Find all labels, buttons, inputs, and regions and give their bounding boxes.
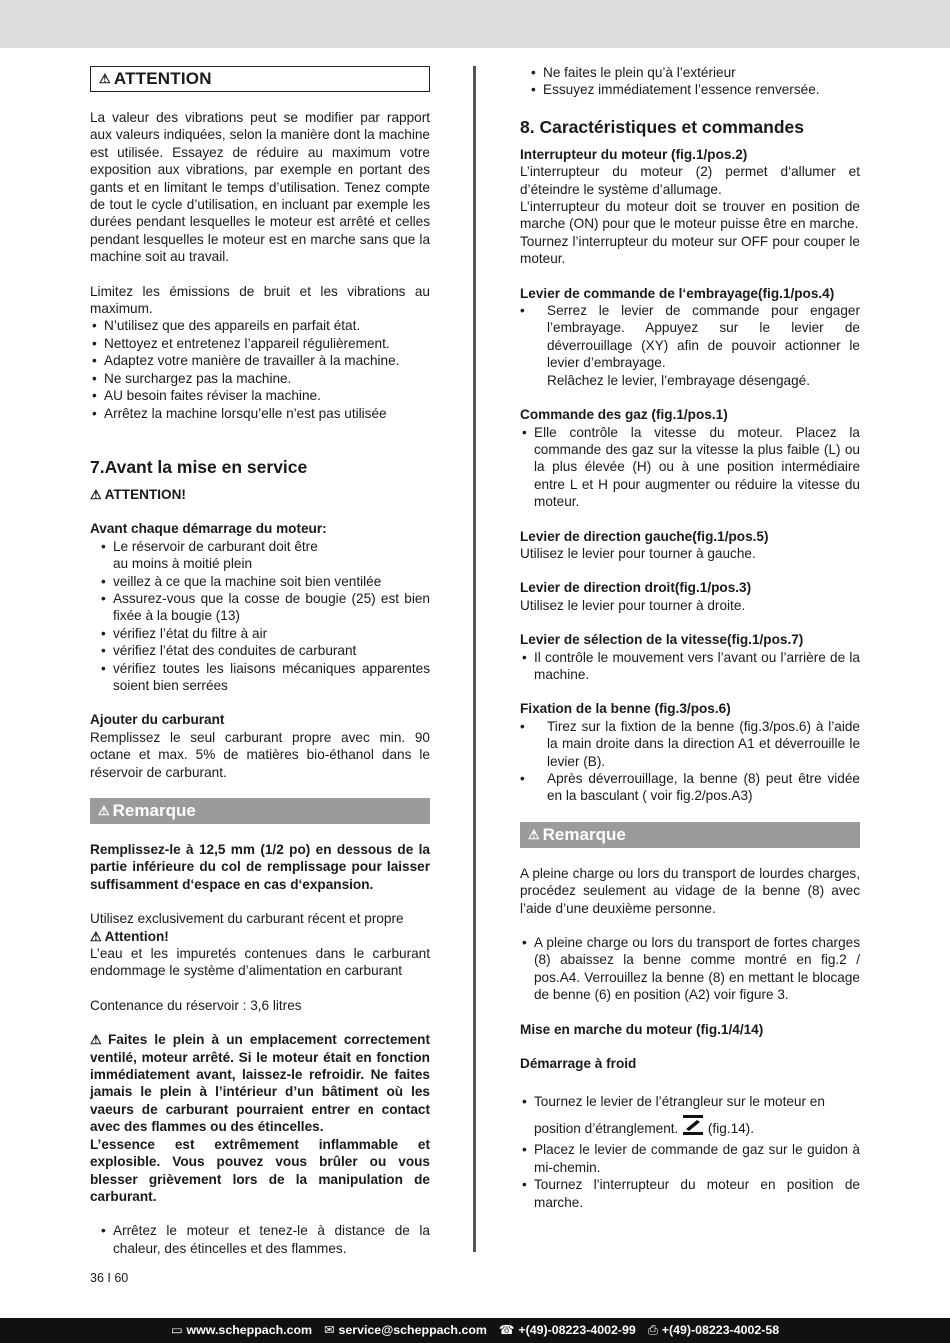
attention-box (90, 66, 430, 92)
remark-box (90, 798, 430, 824)
before-start-title: Avant chaque démarrage du moteur: (90, 521, 327, 537)
list-item: • Après déverrouillage, la benne (8) peut être vidée en la basculant ( voir fig.2/pos.A3) (520, 770, 860, 805)
telephone-icon: ☎ (498, 1322, 515, 1337)
list-item: • N’utilisez que des appareils en parfait état. (90, 317, 430, 334)
choke-symbol-icon (682, 1114, 704, 1136)
warning-triangle-icon: ⚠ (90, 928, 102, 944)
remark-paragraph: A pleine charge ou lors du transport de lourdes charges, procédez seulement au vidage de la benne (8) avec l’aide d’une deuxième personne. (520, 865, 860, 916)
clutch-list (520, 302, 860, 372)
switch-paragraph-1: L’interrupteur du moteur (2) permet d‘allumer et d’éteindre le système d’allumage. (520, 164, 860, 197)
list-item: • Ne faites le plein qu’à l’extérieur (520, 64, 860, 81)
bucket-title: Fixation de la benne (fig.3/pos.6) (520, 701, 731, 717)
remark-title: Remarque (112, 801, 196, 821)
flammable-warning: L’essence est extrêmement inflammable et explosible. Vous pouvez vous brûler ou vous blesser grièvement lors de la manipulation de carburant. (90, 1136, 430, 1204)
before-start-list (90, 538, 430, 695)
cold-start-title: Démarrage à froid (520, 1056, 637, 1072)
list-item: • Placez le levier de commande de gaz sur le guidon à mi-chemin. (520, 1141, 860, 1176)
attention-title: ATTENTION (113, 69, 212, 89)
list-item: • Tournez le levier de l’étrangleur sur le moteur en position d’étranglement. (fig.14). (520, 1089, 860, 1141)
fax-icon: ⎙ (647, 1322, 658, 1337)
footer-bar (0, 1318, 950, 1343)
remark-box (520, 822, 860, 848)
clutch-title: Levier de commande de l‘embrayage(fig.1/pos.4) (520, 285, 835, 301)
warning-triangle-icon: ⚠ (99, 71, 111, 87)
speed-list (520, 649, 860, 684)
left-lever-title: Levier de direction gauche(fig.1/pos.5) (520, 528, 769, 544)
top-list (520, 64, 860, 99)
list-item: • Nettoyez et entretenez l’appareil régulièrement. (90, 335, 430, 352)
column-divider (473, 66, 476, 1252)
footer-web[interactable]: ▭ www.scheppach.com (170, 1322, 313, 1337)
list-item: • vérifiez toutes les liaisons mécaniques apparentes soient bien serrées (90, 660, 430, 695)
list-item: • Assurez-vous que la cosse de bougie (25) est bien fixée à la bougie (13) (90, 590, 430, 625)
fuel-title: Ajouter du carburant (90, 712, 225, 728)
warning-triangle-icon: ⚠ (528, 827, 540, 843)
right-column (520, 66, 860, 1211)
attention-inline: ⚠ Attention! (90, 928, 169, 944)
remark-bold-paragraph: Remplissez-le à 12,5 mm (1/2 po) en dessous de la partie inférieure du col de remplissage pour laisser suffisamment d‘espace en cas d‘expansion. (90, 842, 430, 892)
water-paragraph: L’eau et les impuretés contenues dans le carburant endommage le système d’alimentation en carburant (90, 946, 430, 979)
cold-start-list (520, 1089, 860, 1211)
limit-paragraph: Limitez les émissions de bruit et les vibrations au maximum. (90, 283, 430, 317)
footer-phone: ☎ +(49)-08223-4002-99 (498, 1322, 636, 1337)
list-item: • Serrez le levier de commande pour engager l’embrayage. Appuyez sur le levier de déverrouillage (XY) afin de pouvoir actionner le levier d’embrayage. (520, 302, 860, 372)
speed-title: Levier de sélection de la vitesse(fig.1/pos.7) (520, 632, 804, 648)
use-fresh-fuel: Utilisez exclusivement du carburant récent et propre (90, 911, 404, 927)
throttle-title: Commande des gaz (fig.1/pos.1) (520, 407, 728, 423)
vibration-paragraph: La valeur des vibrations peut se modifier par rapport aux valeurs indiquées, selon la manière dont la machine est utilisée. Essayez de réduire au maximum votre exposition aux vibrations, par exemple en portant des gants et en limitant le temps d’utilisation. Tenez compte de tout le cycle d’utilisation, en incluant par exemple les durées pendant lesquelles le moteur est arrêté et celles pendant lesquelles le moteur est en marche sans que la machine soit au travail. (90, 110, 430, 265)
page-number: 36 I 60 (90, 1271, 129, 1285)
throttle-list (520, 424, 860, 511)
attention-heading: ⚠ ATTENTION! (90, 486, 186, 502)
load-list (520, 934, 860, 1004)
list-item: • Essuyez immédiatement l’essence renversée. (520, 81, 860, 98)
list-item: • vérifiez l’état du filtre à air (90, 625, 430, 642)
bucket-list (520, 718, 860, 805)
list-item: • A pleine charge ou lors du transport de fortes charges (8) abaissez la benne comme montré en fig.2 / pos.A4. Verrouillez la benne (8) en mettant le blocage de benne (6) en position (A2) voir figure 3. (520, 934, 860, 1004)
warning-triangle-icon: ⚠ (90, 486, 102, 502)
list-item: • Il contrôle le mouvement vers l’avant ou l’arrière de la machine. (520, 649, 860, 684)
footer-email[interactable]: ✉ service@scheppach.com (324, 1322, 487, 1337)
list-item: • Arrêtez le moteur et tenez-le à distance de la chaleur, des étincelles et des flammes. (90, 1222, 430, 1257)
right-lever-text: Utilisez le levier pour tourner à droite. (520, 597, 746, 613)
section-7-title: 7.Avant la mise en service (90, 456, 308, 477)
fill-warning: ⚠ Faites le plein à un emplacement correctement ventilé, moteur arrêté. Si le moteur était en fonction immédiatement avant, laissez-le refroidir. Ne faites jamais le plein à l’intérieur d’un bâtiment où les vaeurs de carburant pourraient entrer en contact avec des flammes ou des étincelles. (90, 1032, 430, 1135)
left-lever-text: Utilisez le levier pour tourner à gauche. (520, 545, 756, 561)
remark-title: Remarque (542, 825, 626, 845)
right-lever-title: Levier de direction droit(fig.1/pos.3) (520, 580, 752, 596)
fuel-paragraph: Remplissez le seul carburant propre avec min. 90 octane et max. 5% de matières bio-éthanol dans le réservoir de carburant. (90, 729, 430, 780)
list-item: • Tirez sur la fixtion de la benne (fig.3/pos.6) à l’aide la main droite dans la direction A1 et déverrouille le levier (B). (520, 718, 860, 770)
envelope-icon: ✉ (324, 1322, 335, 1337)
switch-paragraph-3: Tournez l’interrupteur du moteur sur OFF pour couper le moteur. (520, 233, 860, 267)
list-item: • Arrêtez la machine lorsqu’elle n’est pas utilisée (90, 405, 430, 422)
list-item: • AU besoin faites réviser la machine. (90, 387, 430, 404)
warning-triangle-icon: ⚠ (98, 803, 110, 819)
clutch-release: Relâchez le levier, l’embrayage désengagé. (547, 372, 810, 388)
list-item: • Adaptez votre manière de travailler à la machine. (90, 352, 430, 369)
stop-list (90, 1222, 430, 1257)
switch-title: Interrupteur du moteur (fig.1/pos.2) (520, 146, 748, 162)
list-item: • veillez à ce que la machine soit bien ventilée (90, 573, 430, 590)
list-item: • Le réservoir de carburant doit être au moins à moitié plein (90, 538, 430, 573)
list-item: • Tournez l’interrupteur du moteur en position de marche. (520, 1176, 860, 1211)
footer-fax: ⎙ +(49)-08223-4002-58 (647, 1322, 780, 1337)
top-header-bar (0, 0, 950, 48)
list-item: • Elle contrôle la vitesse du moteur. Placez la commande des gaz sur la vitesse la plus faible (L) ou la plus élevée (H) ou à une position intermédiaire entre L et H pour augmenter ou réduire la vitesse du moteur. (520, 424, 860, 511)
startup-title: Mise en marche du moteur (fig.1/4/14) (520, 1021, 764, 1037)
section-8-title: 8. Caractéristiques et commandes (520, 116, 805, 137)
limit-list (90, 317, 430, 421)
switch-paragraph-2: L’interrupteur du moteur doit se trouver en position de marche (ON) pour que le moteur puisse être en marche. (520, 199, 860, 232)
list-item: • Ne surchargez pas la machine. (90, 370, 430, 387)
left-column (90, 66, 430, 1257)
monitor-icon: ▭ (170, 1322, 183, 1337)
warning-triangle-icon: ⚠ (90, 1032, 105, 1048)
tank-capacity: Contenance du réservoir : 3,6 litres (90, 997, 302, 1013)
list-item: • vérifiez l’état des conduites de carburant (90, 642, 430, 659)
